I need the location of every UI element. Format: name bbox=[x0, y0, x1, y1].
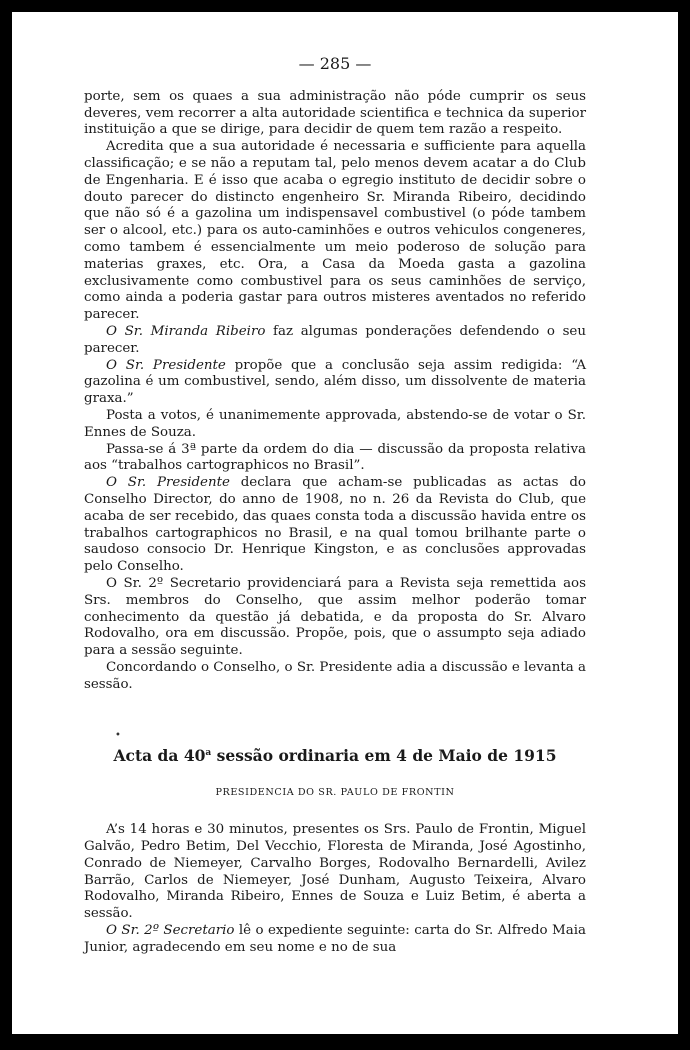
document-page bbox=[84, 56, 586, 957]
paragraph: Posta a votos, é unanimemente approvada, abstendo-se de votar o Sr. Ennes de Souza. bbox=[84, 407, 586, 440]
stray-ink-mark: • bbox=[115, 730, 121, 741]
speaker-name: O Sr. Presidente bbox=[106, 357, 226, 373]
paragraph: O Sr. Presidente propõe que a conclusão seja assim redigida: “A gazolina é um combustivel, sendo, além disso, um dissolvente de materia graxa.” bbox=[84, 357, 586, 407]
paragraph: porte, sem os quaes a sua administração não póde cumprir os seus deveres, vem recorrer a alta autoridade scientifica e technica da superior instituição a que se dirige, para decidir de quem tem razão a respeito. bbox=[84, 88, 586, 138]
body-text bbox=[84, 89, 586, 694]
paragraph: O Sr. Presidente declara que acham-se publicadas as actas do Conselho Director, do anno de 1908, no n. 26 da Revista do Club, que acaba de ser recebido, das quaes consta toda a discussão havida entre os trabalhos cartographicos no Brasil, e na qual tomou brilhante parte o saudoso consocio Dr. Henrique Kingston, e as conclusões approvadas pelo Conselho. bbox=[84, 475, 586, 575]
paragraph: A’s 14 horas e 30 minutos, presentes os Srs. Paulo de Frontin, Miguel Galvão, Pedro Betim, Del Vecchio, Floresta de Miranda, José Agostinho, Conrado de Niemeyer, Carvalho Borges, Rodovalho Bernardelli, Avilez Barrão, Carlos de Niemeyer, José Dunham, Augusto Teixeira, Alvaro Rodovalho, Miranda Ribeiro, Ennes de Souza e Luiz Betim, é aberta a sessão. bbox=[84, 822, 586, 922]
presidencia-subheading: PRESIDENCIA DO SR. PAULO DE FRONTIN bbox=[215, 787, 455, 799]
paragraph: O Sr. Miranda Ribeiro faz algumas ponderações defendendo o seu parecer. bbox=[84, 323, 586, 356]
acta-body-text bbox=[84, 822, 586, 956]
speaker-name: O Sr. 2º Secretario bbox=[106, 923, 235, 939]
paragraph: Passa-se á 3ª parte da ordem do dia — discussão da proposta relativa aos “trabalhos cartographicos no Brasil”. bbox=[84, 441, 586, 474]
paragraph: Acredita que a sua autoridade é necessaria e sufficiente para aquella classificação; e se não a reputam tal, pelo menos devem acatar a do Club de Engenharia. E é isso que acaba o egregio instituto de decidir sobre o douto parecer do distincto engenheiro Sr. Miranda Ribeiro, decidindo que não só é a gazolina um indispensavel combustivel (o póde tambem ser o alcool, etc.) para os auto-caminhões e outros vehiculos congeneres, como tambem é essencialmente um meio poderoso de solução para materias graxes, etc. Ora, a Casa da Moeda gasta a gazolina exclusivamente como combustivel para os seus caminhões de serviço, como ainda a poderia gastar para outros misteres aventados no referido parecer. bbox=[84, 139, 586, 323]
speaker-name: O Sr. Presidente bbox=[106, 475, 230, 491]
paragraph: O Sr. 2º Secretario lê o expediente seguinte: carta do Sr. Alfredo Maia Junior, agradecendo em seu nome e no de sua bbox=[84, 923, 586, 955]
acta-heading: Acta da 40$^a$ sessão ordinaria em 4 de Maio de 1915 bbox=[113, 746, 557, 766]
page-number: — 285 — bbox=[298, 54, 372, 73]
paragraph: Concordando o Conselho, o Sr. Presidente adia a discussão e levanta a sessão. bbox=[84, 659, 586, 692]
speaker-name: O Sr. Miranda Ribeiro bbox=[106, 323, 266, 339]
paragraph: O Sr. 2º Secretario providenciará para a Revista seja remettida aos Srs. membros do Conselho, que assim melhor poderão tomar conhecimento da questão já debatida, e da proposta do Sr. Alvaro Rodovalho, ora em discussão. Propõe, pois, que o assumpto seja adiado para a sessão seguinte. bbox=[84, 575, 586, 659]
